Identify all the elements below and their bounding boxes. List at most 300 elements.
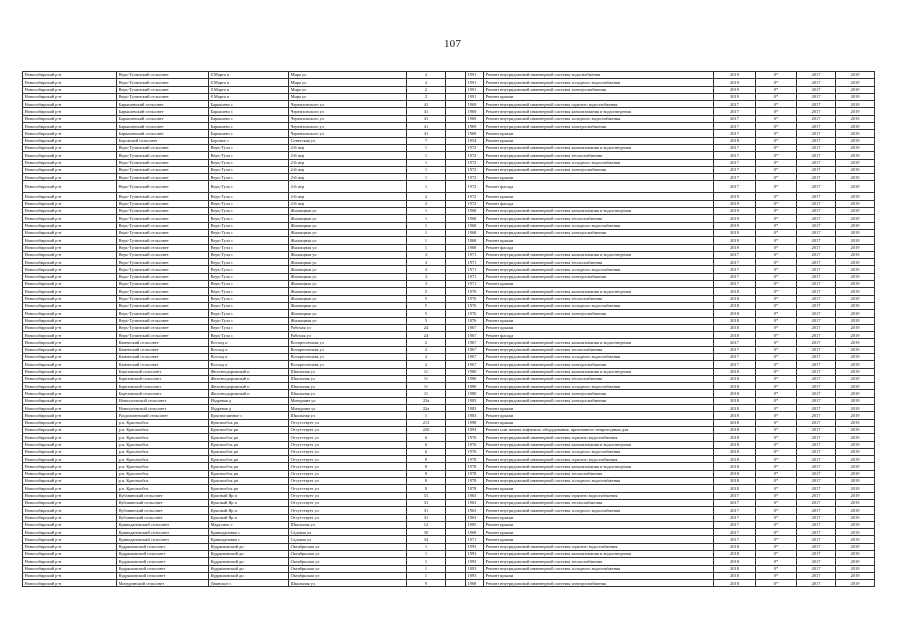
- building-cell: [446, 448, 466, 455]
- planned-year-cell: 2018: [714, 580, 756, 587]
- locality-cell: 8 Марта п: [209, 93, 289, 100]
- municipality-cell: Новосибирский р-н: [23, 339, 117, 346]
- street-cell: 2-й пер: [289, 144, 407, 151]
- planned-year-cell: 2018: [714, 317, 756, 324]
- period-end-cell: 2019: [836, 514, 875, 521]
- settlement-cell: Верх-Тулинский сельсовет: [117, 200, 209, 207]
- building-cell: [446, 166, 466, 173]
- cost-mark-cell: 0*: [756, 463, 797, 470]
- cost-mark-cell: 0*: [756, 426, 797, 433]
- building-cell: [446, 565, 466, 572]
- building-cell: [446, 580, 466, 587]
- work-type-cell: Ремонт крыши: [484, 317, 714, 324]
- cost-mark-cell: 0*: [756, 222, 797, 229]
- period-start-cell: 2017: [797, 405, 836, 412]
- year-built-cell: 1968: [466, 529, 484, 536]
- house-number-cell: 41: [407, 101, 446, 108]
- period-start-cell: 2017: [797, 346, 836, 353]
- cost-mark-cell: 0*: [756, 361, 797, 368]
- planned-year-cell: 2018: [714, 310, 756, 317]
- period-end-cell: 2019: [836, 397, 875, 404]
- house-number-cell: 6: [407, 448, 446, 455]
- municipality-cell: Новосибирский р-н: [23, 295, 117, 302]
- street-cell: Школьная ул: [289, 521, 407, 528]
- building-cell: [446, 317, 466, 324]
- locality-cell: Красный Яр п: [209, 514, 289, 521]
- street-cell: Отсутствует ул: [289, 419, 407, 426]
- building-cell: [446, 353, 466, 360]
- municipality-cell: Новосибирский р-н: [23, 470, 117, 477]
- building-cell: [446, 397, 466, 404]
- building-cell: [446, 193, 466, 200]
- year-built-cell: 1967: [466, 339, 484, 346]
- page-number: 107: [443, 38, 462, 50]
- table-row: [23, 317, 875, 324]
- planned-year-cell: 2018: [714, 448, 756, 455]
- work-type-cell: Ремонт внутридомовой инженерной системы теплоснабжения: [484, 295, 714, 302]
- planned-year-cell: 2018: [714, 137, 756, 144]
- period-end-cell: 2019: [836, 295, 875, 302]
- table-row: [23, 375, 875, 382]
- planned-year-cell: 2018: [714, 397, 756, 404]
- planned-year-cell: 2018: [714, 390, 756, 397]
- period-start-cell: 2017: [797, 130, 836, 137]
- street-cell: Жилищная ул: [289, 288, 407, 295]
- table-row: [23, 492, 875, 499]
- period-end-cell: 2019: [836, 200, 875, 207]
- year-built-cell: 1971: [466, 273, 484, 280]
- year-built-cell: 1978: [466, 485, 484, 492]
- street-cell: Отсутствует ул: [289, 426, 407, 433]
- period-start-cell: 2017: [797, 536, 836, 543]
- cost-mark-cell: 0*: [756, 215, 797, 222]
- capital-repair-table: [22, 71, 875, 587]
- work-type-cell: Ремонт внутридомовой инженерной системы электроснабжения: [484, 273, 714, 280]
- period-start-cell: 2017: [797, 166, 836, 173]
- house-number-cell: 1: [407, 565, 446, 572]
- street-cell: Жилищная ул: [289, 317, 407, 324]
- municipality-cell: Новосибирский р-н: [23, 543, 117, 550]
- work-type-cell: Ремонт внутридомовой инженерной системы электроснабжения: [484, 397, 714, 404]
- planned-year-cell: 2018: [714, 405, 756, 412]
- street-cell: Отсутствует ул: [289, 441, 407, 448]
- locality-cell: Железнодорожный п: [209, 383, 289, 390]
- cost-mark-cell: 0*: [756, 441, 797, 448]
- table-row: [23, 181, 875, 193]
- house-number-cell: 8: [407, 463, 446, 470]
- municipality-cell: Новосибирский р-н: [23, 302, 117, 309]
- work-type-cell: Ремонт крыши: [484, 93, 714, 100]
- locality-cell: Верх-Тула с: [209, 222, 289, 229]
- settlement-cell: р.п. Краснообск: [117, 463, 209, 470]
- year-built-cell: 1968: [466, 222, 484, 229]
- cost-mark-cell: 0*: [756, 174, 797, 181]
- table-row: [23, 200, 875, 207]
- year-built-cell: 1971: [466, 259, 484, 266]
- year-built-cell: 1976: [466, 441, 484, 448]
- building-cell: [446, 93, 466, 100]
- settlement-cell: Барышевский сельсовет: [117, 130, 209, 137]
- cost-mark-cell: 0*: [756, 536, 797, 543]
- settlement-cell: Каменский сельсовет: [117, 361, 209, 368]
- street-cell: Отсутствует ул: [289, 478, 407, 485]
- settlement-cell: Березовский сельсовет: [117, 375, 209, 382]
- year-built-cell: 1967: [466, 332, 484, 339]
- street-cell: Воскресенская ул: [289, 353, 407, 360]
- work-type-cell: Ремонт внутридомовой инженерной системы теплоснабжения: [484, 259, 714, 266]
- municipality-cell: Новосибирский р-н: [23, 441, 117, 448]
- period-end-cell: 2019: [836, 551, 875, 558]
- municipality-cell: Новосибирский р-н: [23, 288, 117, 295]
- cost-mark-cell: 0*: [756, 266, 797, 273]
- locality-cell: Двинское с: [209, 580, 289, 587]
- settlement-cell: Верх-Тулинский сельсовет: [117, 193, 209, 200]
- period-end-cell: 2019: [836, 470, 875, 477]
- cost-mark-cell: 0*: [756, 115, 797, 122]
- table-row: [23, 346, 875, 353]
- planned-year-cell: 2017: [714, 144, 756, 151]
- planned-year-cell: 2018: [714, 295, 756, 302]
- work-type-cell: Ремонт внутридомовой инженерной системы электроснабжения: [484, 310, 714, 317]
- period-end-cell: 2019: [836, 259, 875, 266]
- work-type-cell: Ремонт внутридомовой инженерной системы электроснабжения: [484, 390, 714, 397]
- period-end-cell: 2019: [836, 86, 875, 93]
- period-end-cell: 2019: [836, 273, 875, 280]
- house-number-cell: 24: [407, 332, 446, 339]
- municipality-cell: Новосибирский р-н: [23, 397, 117, 404]
- house-number-cell: 3: [407, 259, 446, 266]
- building-cell: [446, 499, 466, 506]
- work-type-cell: Ремонт внутридомовой инженерной системы канализования и водоотведения: [484, 463, 714, 470]
- period-end-cell: 2019: [836, 79, 875, 86]
- street-cell: Мира ул: [289, 86, 407, 93]
- cost-mark-cell: 0*: [756, 288, 797, 295]
- period-start-cell: 2017: [797, 521, 836, 528]
- year-built-cell: 1998: [466, 419, 484, 426]
- planned-year-cell: 2017: [714, 174, 756, 181]
- settlement-cell: Березовский сельсовет: [117, 390, 209, 397]
- municipality-cell: Новосибирский р-н: [23, 521, 117, 528]
- year-built-cell: 1969: [466, 101, 484, 108]
- building-cell: [446, 288, 466, 295]
- house-number-cell: 6: [407, 434, 446, 441]
- year-built-cell: 1963: [466, 514, 484, 521]
- settlement-cell: Новолуговской сельсовет: [117, 397, 209, 404]
- house-number-cell: 41: [407, 108, 446, 115]
- period-end-cell: 2019: [836, 375, 875, 382]
- planned-year-cell: 2018: [714, 558, 756, 565]
- municipality-cell: Новосибирский р-н: [23, 361, 117, 368]
- work-type-cell: Ремонт внутридомовой инженерной системы горячего водоснабжения: [484, 543, 714, 550]
- period-start-cell: 2017: [797, 101, 836, 108]
- work-type-cell: Ремонт крыши: [484, 137, 714, 144]
- period-start-cell: 2017: [797, 543, 836, 550]
- planned-year-cell: 2019: [714, 86, 756, 93]
- locality-cell: Верх-Тула с: [209, 229, 289, 236]
- year-built-cell: 1963: [466, 492, 484, 499]
- period-start-cell: 2017: [797, 368, 836, 375]
- house-number-cell: 2: [407, 193, 446, 200]
- building-cell: [446, 310, 466, 317]
- locality-cell: Верх-Тула с: [209, 244, 289, 251]
- period-end-cell: 2019: [836, 368, 875, 375]
- street-cell: Садовая ул: [289, 529, 407, 536]
- cost-mark-cell: 0*: [756, 448, 797, 455]
- house-number-cell: 31: [407, 492, 446, 499]
- planned-year-cell: 2018: [714, 302, 756, 309]
- table-row: [23, 288, 875, 295]
- street-cell: Мира ул: [289, 79, 407, 86]
- municipality-cell: Новосибирский р-н: [23, 215, 117, 222]
- house-number-cell: 2: [407, 339, 446, 346]
- period-end-cell: 2019: [836, 529, 875, 536]
- settlement-cell: Кубовинский сельсовет: [117, 514, 209, 521]
- work-type-cell: Ремонт внутридомовой инженерной системы канализования и водоотведения: [484, 144, 714, 151]
- period-end-cell: 2019: [836, 144, 875, 151]
- table-row: [23, 93, 875, 100]
- table-row: [23, 507, 875, 514]
- table-row: [23, 108, 875, 115]
- house-number-cell: 11: [407, 375, 446, 382]
- locality-cell: Верх-Тула с: [209, 295, 289, 302]
- cost-mark-cell: 0*: [756, 397, 797, 404]
- table-row: [23, 368, 875, 375]
- period-start-cell: 2017: [797, 558, 836, 565]
- planned-year-cell: 2017: [714, 339, 756, 346]
- year-built-cell: 1968: [466, 580, 484, 587]
- locality-cell: Верх-Тула с: [209, 281, 289, 288]
- street-cell: Жилищная ул: [289, 266, 407, 273]
- year-built-cell: 1967: [466, 353, 484, 360]
- municipality-cell: Новосибирский р-н: [23, 426, 117, 433]
- settlement-cell: Кудряшовский сельсовет: [117, 565, 209, 572]
- settlement-cell: Верх-Тулинский сельсовет: [117, 229, 209, 236]
- work-type-cell: Ремонт внутридомовой инженерной системы холодного водоснабжения: [484, 353, 714, 360]
- planned-year-cell: 2017: [714, 108, 756, 115]
- municipality-cell: Новосибирский р-н: [23, 237, 117, 244]
- table-row: [23, 244, 875, 251]
- work-type-cell: Ремонт внутридомовой инженерной системы теплоснабжения: [484, 346, 714, 353]
- table-row: [23, 332, 875, 339]
- table-row: [23, 419, 875, 426]
- table-row: [23, 324, 875, 331]
- planned-year-cell: 2017: [714, 259, 756, 266]
- table-row: [23, 237, 875, 244]
- locality-cell: Марусино с: [209, 521, 289, 528]
- period-start-cell: 2017: [797, 310, 836, 317]
- municipality-cell: Новосибирский р-н: [23, 507, 117, 514]
- cost-mark-cell: 0*: [756, 317, 797, 324]
- year-built-cell: 1971: [466, 251, 484, 258]
- settlement-cell: Верх-Тулинский сельсовет: [117, 332, 209, 339]
- street-cell: Черемховского ул: [289, 101, 407, 108]
- locality-cell: Верх-Тула с: [209, 310, 289, 317]
- settlement-cell: Каменский сельсовет: [117, 353, 209, 360]
- work-type-cell: Ремонт внутридомовой инженерной системы теплоснабжения: [484, 499, 714, 506]
- locality-cell: Барышево с: [209, 123, 289, 130]
- house-number-cell: 1: [407, 572, 446, 579]
- municipality-cell: Новосибирский р-н: [23, 193, 117, 200]
- building-cell: [446, 144, 466, 151]
- street-cell: Черемховского ул: [289, 115, 407, 122]
- work-type-cell: Ремонт внутридомовой инженерной системы теплоснабжения: [484, 215, 714, 222]
- locality-cell: Верх-Тула с: [209, 174, 289, 181]
- building-cell: [446, 152, 466, 159]
- locality-cell: Верх-Тула с: [209, 144, 289, 151]
- period-start-cell: 2017: [797, 222, 836, 229]
- settlement-cell: Березовский сельсовет: [117, 383, 209, 390]
- planned-year-cell: 2017: [714, 266, 756, 273]
- table-row: [23, 543, 875, 550]
- municipality-cell: Новосибирский р-н: [23, 101, 117, 108]
- settlement-cell: Боровской сельсовет: [117, 137, 209, 144]
- settlement-cell: Верх-Тулинский сельсовет: [117, 266, 209, 273]
- house-number-cell: 6: [407, 441, 446, 448]
- period-start-cell: 2017: [797, 174, 836, 181]
- settlement-cell: р.п. Краснообск: [117, 434, 209, 441]
- period-end-cell: 2019: [836, 383, 875, 390]
- cost-mark-cell: 0*: [756, 499, 797, 506]
- period-end-cell: 2019: [836, 456, 875, 463]
- building-cell: [446, 101, 466, 108]
- settlement-cell: Верх-Тулинский сельсовет: [117, 295, 209, 302]
- period-end-cell: 2019: [836, 123, 875, 130]
- building-cell: [446, 332, 466, 339]
- table-row: [23, 499, 875, 506]
- locality-cell: Верх-Тула с: [209, 159, 289, 166]
- settlement-cell: Верх-Тулинский сельсовет: [117, 159, 209, 166]
- cost-mark-cell: 0*: [756, 72, 797, 79]
- table-row: [23, 79, 875, 86]
- house-number-cell: 31: [407, 514, 446, 521]
- settlement-cell: Барышевский сельсовет: [117, 123, 209, 130]
- locality-cell: Верх-Тула с: [209, 237, 289, 244]
- municipality-cell: Новосибирский р-н: [23, 375, 117, 382]
- locality-cell: Кудряшовский дп: [209, 572, 289, 579]
- planned-year-cell: 2017: [714, 130, 756, 137]
- planned-year-cell: 2019: [714, 208, 756, 215]
- period-start-cell: 2017: [797, 426, 836, 433]
- street-cell: Рабочая ул: [289, 332, 407, 339]
- cost-mark-cell: 0*: [756, 383, 797, 390]
- table-row: [23, 130, 875, 137]
- street-cell: Отсутствует ул: [289, 514, 407, 521]
- year-built-cell: 1968: [466, 215, 484, 222]
- year-built-cell: 1993: [466, 572, 484, 579]
- work-type-cell: Ремонт крыши: [484, 412, 714, 419]
- house-number-cell: 2: [407, 361, 446, 368]
- street-cell: Жилищная ул: [289, 310, 407, 317]
- cost-mark-cell: 0*: [756, 572, 797, 579]
- building-cell: [446, 222, 466, 229]
- period-end-cell: 2019: [836, 405, 875, 412]
- work-type-cell: Ремонт крыши: [484, 174, 714, 181]
- cost-mark-cell: 0*: [756, 339, 797, 346]
- period-start-cell: 2017: [797, 361, 836, 368]
- period-end-cell: 2019: [836, 478, 875, 485]
- work-type-cell: Ремонт крыши: [484, 419, 714, 426]
- building-cell: [446, 361, 466, 368]
- cost-mark-cell: 0*: [756, 514, 797, 521]
- municipality-cell: Новосибирский р-н: [23, 448, 117, 455]
- period-end-cell: 2019: [836, 558, 875, 565]
- period-start-cell: 2017: [797, 193, 836, 200]
- locality-cell: 8 Марта п: [209, 72, 289, 79]
- street-cell: Черемховского ул: [289, 123, 407, 130]
- table-row: [23, 222, 875, 229]
- table-row: [23, 470, 875, 477]
- work-type-cell: Ремонт внутридомовой инженерной системы холодного водоснабжения: [484, 115, 714, 122]
- building-cell: [446, 456, 466, 463]
- cost-mark-cell: 0*: [756, 244, 797, 251]
- period-start-cell: 2017: [797, 281, 836, 288]
- planned-year-cell: 2017: [714, 281, 756, 288]
- settlement-cell: Верх-Тулинский сельсовет: [117, 208, 209, 215]
- period-start-cell: 2017: [797, 86, 836, 93]
- locality-cell: 8 Марта п: [209, 86, 289, 93]
- period-end-cell: 2019: [836, 485, 875, 492]
- street-cell: Жилищная ул: [289, 237, 407, 244]
- municipality-cell: Новосибирский р-н: [23, 130, 117, 137]
- building-cell: [446, 375, 466, 382]
- year-built-cell: 1976: [466, 288, 484, 295]
- building-cell: [446, 521, 466, 528]
- period-end-cell: 2019: [836, 463, 875, 470]
- municipality-cell: Новосибирский р-н: [23, 108, 117, 115]
- house-number-cell: 2: [407, 346, 446, 353]
- work-type-cell: Ремонт или замена лифтового оборудования, признанного непригодным для: [484, 426, 714, 433]
- planned-year-cell: 2017: [714, 101, 756, 108]
- settlement-cell: р.п. Краснообск: [117, 448, 209, 455]
- year-built-cell: 1972: [466, 181, 484, 193]
- table-row: [23, 412, 875, 419]
- planned-year-cell: 2018: [714, 288, 756, 295]
- building-cell: [446, 79, 466, 86]
- building-cell: [446, 215, 466, 222]
- house-number-cell: 2: [407, 79, 446, 86]
- settlement-cell: Верх-Тулинский сельсовет: [117, 86, 209, 93]
- period-end-cell: 2019: [836, 208, 875, 215]
- planned-year-cell: 2019: [714, 244, 756, 251]
- planned-year-cell: 2017: [714, 159, 756, 166]
- settlement-cell: Верх-Тулинский сельсовет: [117, 302, 209, 309]
- municipality-cell: Новосибирский р-н: [23, 572, 117, 579]
- locality-cell: Верх-Тула с: [209, 193, 289, 200]
- locality-cell: Краснообск рп: [209, 426, 289, 433]
- municipality-cell: Новосибирский р-н: [23, 123, 117, 130]
- house-number-cell: 11: [407, 390, 446, 397]
- street-cell: Отсутствует ул: [289, 463, 407, 470]
- settlement-cell: Кубовинский сельсовет: [117, 492, 209, 499]
- work-type-cell: Ремонт внутридомовой инженерной системы электроснабжения: [484, 580, 714, 587]
- period-start-cell: 2017: [797, 565, 836, 572]
- cost-mark-cell: 0*: [756, 101, 797, 108]
- work-type-cell: Ремонт внутридомовой инженерной системы канализования и водоотведения: [484, 288, 714, 295]
- municipality-cell: Новосибирский р-н: [23, 281, 117, 288]
- building-cell: [446, 383, 466, 390]
- work-type-cell: Ремонт крыши: [484, 536, 714, 543]
- table-row: [23, 521, 875, 528]
- cost-mark-cell: 0*: [756, 368, 797, 375]
- locality-cell: Кудряшовский дп: [209, 543, 289, 550]
- municipality-cell: Новосибирский р-н: [23, 434, 117, 441]
- work-type-cell: Ремонт фасада: [484, 181, 714, 193]
- house-number-cell: 41: [407, 123, 446, 130]
- settlement-cell: Верх-Тулинский сельсовет: [117, 72, 209, 79]
- municipality-cell: Новосибирский р-н: [23, 565, 117, 572]
- locality-cell: Краснообск рп: [209, 470, 289, 477]
- house-number-cell: 7: [407, 137, 446, 144]
